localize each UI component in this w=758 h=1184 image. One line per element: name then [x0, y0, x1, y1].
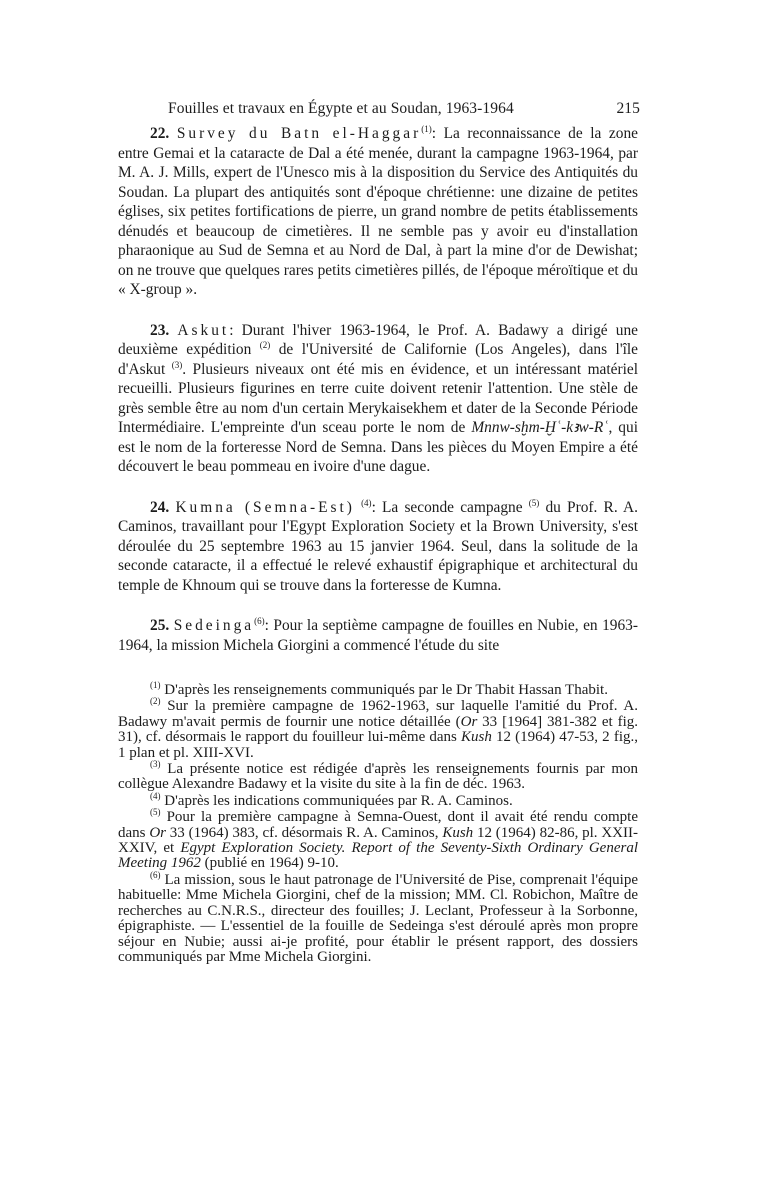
footnote-text: La mission, sous le haut patronage de l'Université de Pise, comprenait l'équipe habituelle: Mme Michela Giorgini, chef de la mission; MM. Cl. Robichon, Maître de recherches au C.N.R.S., directeur des fouilles; J. Leclant, Professeur à la Sorbonne, épigraphiste. — L'essentiel de la fouille de Sedeinga s'est déroulé après mon propre séjour en Nubie; aussi ai-je profité, pour établir le présent rapport, des dossiers communiqués par Mme Michela Giorgini. — [118, 871, 638, 965]
section-text: : La seconde campagne — [371, 498, 529, 516]
footnote-text: Pour la première campagne à Semna-Ouest, dont il avait été rendu compte dans — [118, 809, 639, 841]
section-text: de l'Université de Californie (Los Angeles), dans l'île d'Askut — [118, 341, 638, 378]
footnote-2 — [118, 696, 639, 761]
section-text: : La reconnaissance de la zone entre Gemai et la cataracte de Dal a été menée, durant la campagne 1963-1964, par M. A. J. Mills, expert de l'Unesco mis à la disposition du Service des Antiquités du Soudan. La plupart des antiquités sont d'époque chrétienne: une dizaine de petites églises, six petites fortifications de pierre, un grand nombre de petits établissements dénudés et beaucoup de cimetières. Il ne semble pas y avoir eu d'installation pharaonique au Sud de Semna et au Nord de Dal, à part la mine d'or de Dewishat; on ne trouve que quelques rares petits cimetières pillés, de l'époque méroïtique et du « X-group ». — [118, 125, 638, 298]
footnote-1 — [118, 680, 638, 698]
section-text: . Plusieurs niveaux ont été mis en évidence, et un intéressant matériel recueilli. Plusieurs figurines en terre cuite doivent retenir l'attention. Une stèle de grès semble être au nom d'un certain Merykaisekhem et dater de la Seconde Période Intermédiaire. L'empreinte d'un sceau porte le nom de — [118, 360, 638, 436]
footnote-text: 33 [1964] 381-382 et fig. 31), cf. désormais le rapport du fouilleur lui-même dans — [118, 713, 638, 746]
footnote-ref: (2) — [259, 339, 271, 350]
footnote-mark: (5) — [150, 807, 161, 818]
section-text: , qui est le nom de la forteresse Nord de Semna. Dans les pièces du Moyen Empire a été découvert le beau pommeau en ivoire d'une dague. — [118, 419, 638, 475]
journal-title: Kush — [461, 729, 492, 746]
footnote-text: La présente notice est rédigée d'après les renseignements fournis par mon collègue Alexandre Badawy et la visite du site à la fin de déc. 1963. — [118, 761, 639, 793]
footnote-text: D'après les renseignements communiqués par le Dr Thabit Hassan Thabit. — [164, 682, 608, 698]
footnote-6 — [118, 869, 638, 965]
section-number: 24. — [150, 498, 170, 516]
footnote-mark: (3) — [150, 759, 161, 770]
section-heading: Kumna (Semna-Est) — [175, 498, 355, 516]
section-text: du Prof. R. A. Caminos, travaillant pour l'Egypt Exploration Society et la Brown University, s'est déroulée du 25 septembre 1963 au 15 janvier 1964. Seul, dans la solitude de la seconde cataracte, il a effectué le relevé exhaustif épigraphique et architectural du temple de Khnoum qui se trouve dans la forteresse de Kumna. — [118, 498, 638, 594]
footnote-text: 12 (1964) 47-53, 2 fig., 1 plan et pl. XIII-XVI. — [118, 729, 638, 761]
section-heading: Sedeinga — [173, 617, 255, 634]
footnote-3 — [118, 759, 639, 793]
journal-title: Or — [149, 824, 166, 841]
main-text — [118, 124, 638, 676]
section-23 — [118, 321, 638, 477]
report-title: Egypt Exploration Society. Report of the Seventy-Sixth Ordinary General Meeting 1962 — [118, 840, 638, 872]
section-24 — [118, 498, 638, 596]
footnote-mark: (2) — [150, 696, 161, 707]
footnote-mark: (6) — [150, 869, 161, 880]
page-number: 215 — [616, 100, 640, 117]
section-number: 23. — [150, 321, 170, 339]
footnote-ref: (1) — [421, 123, 432, 134]
section-25 — [118, 616, 638, 655]
section-number: 25. — [150, 617, 170, 634]
footnote-4 — [118, 790, 638, 809]
running-header — [168, 100, 640, 118]
footnote-text: D'après les indications communiquées par R. A. Caminos. — [164, 792, 513, 809]
journal-title: Or — [460, 713, 478, 730]
journal-title: Kush — [442, 824, 474, 841]
footnote-5 — [118, 807, 639, 872]
section-22 — [118, 124, 638, 300]
section-heading: Survey du Batn el-Haggar — [176, 125, 422, 142]
footnote-ref: (5) — [528, 497, 540, 508]
footnote-ref: (6) — [254, 615, 265, 626]
section-heading: Askut — [177, 321, 230, 339]
footnotes — [118, 680, 639, 966]
running-title: Fouilles et travaux en Égypte et au Soudan, 1963-1964 — [168, 100, 514, 117]
footnote-text: Sur la première campagne de 1962-1963, sur laquelle l'amitié du Prof. A. Badawy m'avait permis de fournir une notice détaillée ( — [118, 698, 639, 730]
footnote-ref: (3) — [171, 359, 183, 370]
egyptian-name: Mnnw-sḫm-Ḫʿ-kꜣw-Rʿ — [471, 419, 609, 436]
footnote-ref: (4) — [361, 497, 372, 508]
footnote-text: (publié en 1964) 9-10. — [200, 855, 339, 872]
footnote-mark: (1) — [150, 680, 161, 690]
section-text: : Pour la septième campagne de fouilles en Nubie, en 1963-1964, la mission Michela Giorgini a commencé l'étude du site — [118, 617, 638, 654]
footnote-mark: (4) — [150, 790, 161, 801]
footnote-text: 33 (1964) 383, cf. désormais R. A. Caminos, — [165, 824, 443, 841]
footnote-text: 12 (1964) 82-86, pl. XXII-XXIV, et — [118, 824, 638, 857]
section-text: : Durant l'hiver 1963-1964, le Prof. A. Badawy a dirigé une deuxième expédition — [118, 321, 638, 358]
section-number: 22. — [150, 125, 170, 142]
